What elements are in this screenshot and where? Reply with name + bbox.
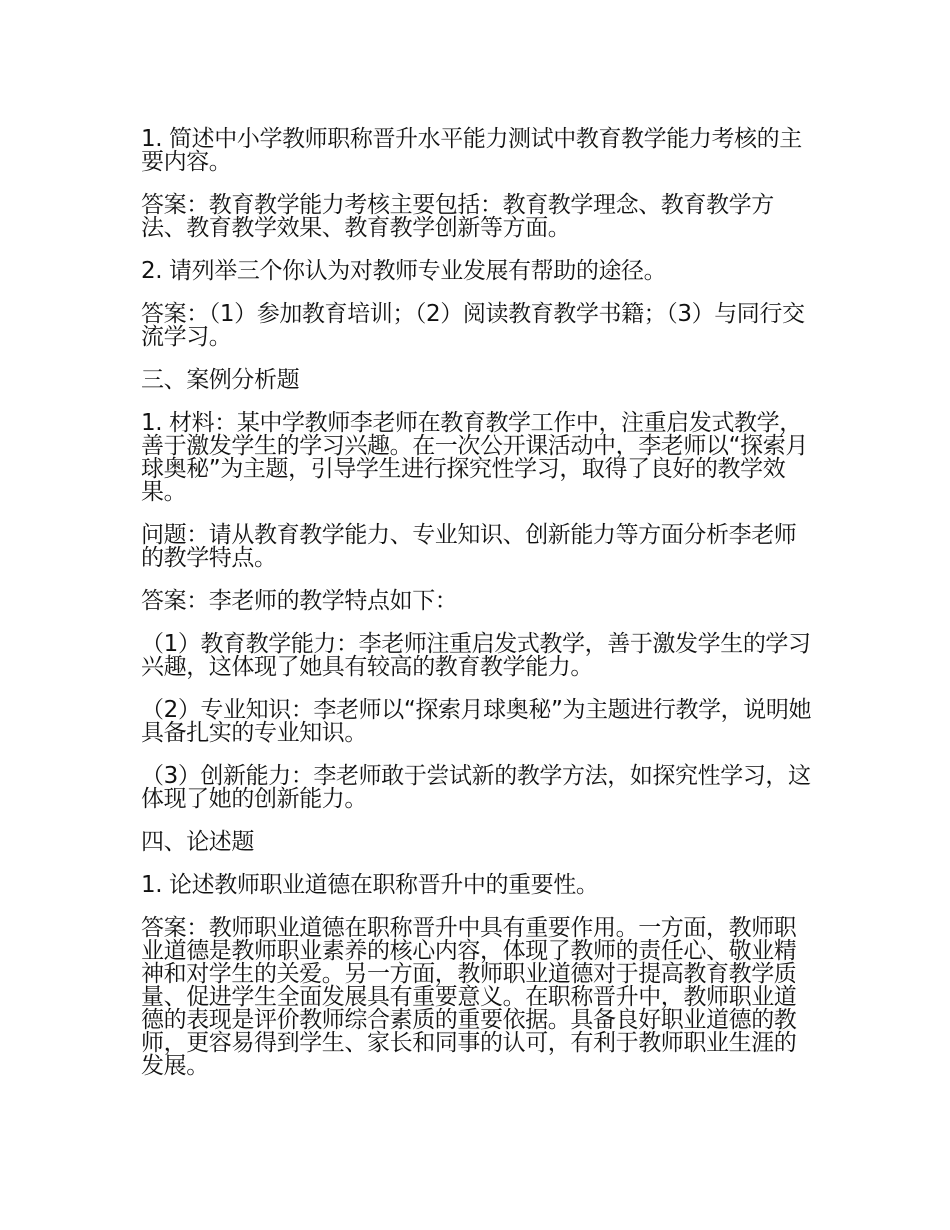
essay-question: 1. 论述教师职业道德在职称晋升中的重要性。	[141, 872, 599, 898]
answer-1: 答案：教育教学能力考核主要包括：教育教学理念、教育教学方法、教育教学效果、教育教学创新等方面。	[141, 192, 774, 241]
question-1: 1. 简述中小学教师职称晋升水平能力测试中教育教学能力考核的主要内容。	[141, 126, 802, 175]
case-question: 问题：请从教育教学能力、专业知识、创新能力等方面分析李老师的教学特点。	[141, 522, 797, 571]
case-material: 1. 材料：某中学教师李老师在教育教学工作中，注重启发式教学，善于激发学生的学习兴趣。在一次公开课活动中，李老师以“探索月球奥秘”为主题，引导学生进行探究性学习，取得了良好的教学效果。	[141, 410, 808, 505]
section-heading-essay: 四、论述题	[141, 829, 255, 855]
case-point-2: （2）专业知识：李老师以“探索月球奥秘”为主题进行教学，说明她具备扎实的专业知识。	[141, 697, 812, 746]
essay-answer: 答案：教师职业道德在职称晋升中具有重要作用。一方面，教师职业道德是教师职业素养的核心内容，体现了教师的责任心、敬业精神和对学生的关爱。另一方面，教师职业道德对于提高教育教学质量、促进学生全面发展具有重要意义。在职称晋升中，教师职业道德的表现是评价教师综合素质的重要依据。具备良好职业道德的教师，更容易得到学生、家长和同事的认可，有利于教师职业生涯的发展。	[141, 915, 797, 1079]
section-heading-case-analysis: 三、案例分析题	[141, 367, 300, 393]
answer-2: 答案：（1）参加教育培训；（2）阅读教育教学书籍；（3）与同行交流学习。	[141, 301, 805, 350]
case-point-1: （1）教育教学能力：李老师注重启发式教学，善于激发学生的学习兴趣，这体现了她具有较高的教育教学能力。	[141, 631, 811, 680]
question-2: 2. 请列举三个你认为对教师专业发展有帮助的途径。	[141, 258, 667, 284]
document-body	[141, 128, 813, 1098]
case-point-3: （3）创新能力：李老师敢于尝试新的教学方法，如探究性学习，这体现了她的创新能力。	[141, 763, 811, 812]
case-answer: 答案：李老师的教学特点如下：	[141, 588, 458, 614]
